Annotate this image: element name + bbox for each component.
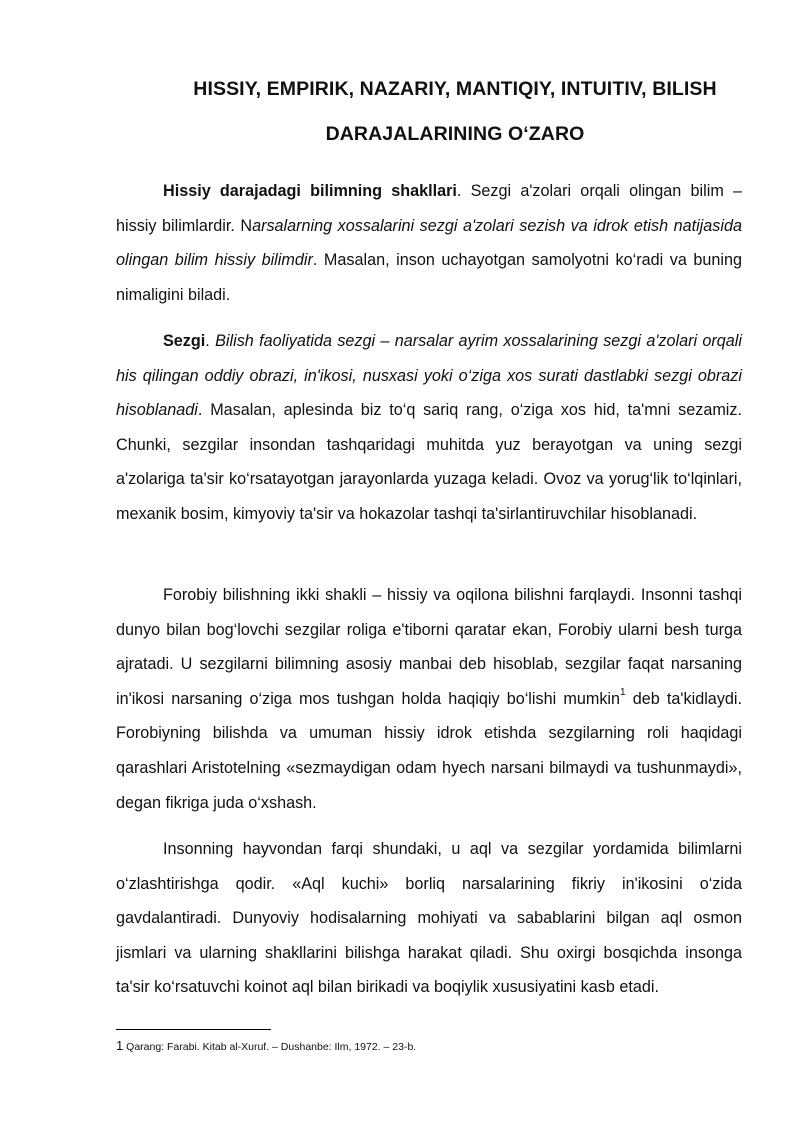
page-title-line-1: HISSIY, EMPIRIK, NAZARIY, MANTIQIY, INTUITIV, BILISH	[193, 78, 717, 100]
paragraph-text: .	[205, 332, 216, 350]
paragraph-text: . Masalan, inson uchayotgan samolyotni ko‘radi va buning nimaligini biladi.	[116, 251, 742, 304]
page-title-line-2: DARAJALARINING O‘ZARO	[325, 123, 585, 145]
paragraph-hissiy-bilim	[116, 174, 742, 312]
paragraph-aql	[116, 832, 742, 1005]
paragraph-lead-bold: Sezgi	[163, 332, 206, 350]
footnote	[116, 1038, 416, 1053]
paragraph-definition-italic: arsalarning xossalarini sezgi a'zolari sezish va idrok etish natijasida olingan bilim hissiy bilimdir	[116, 216, 742, 270]
paragraph-forobiy	[116, 578, 742, 820]
footnote-reference[interactable]: 1	[620, 687, 626, 699]
paragraph-text: Forobiy bilishning ikki shakli – hissiy va oqilona bilishni farqlaydi. Insonni tashqi dunyo bilan bog‘lovchi sezgilar roliga e'tiborni qaratar ekan, Forobiy ularni besh turga ajratadi. U sezgilarni bilimning asosiy manbai deb hisoblab, sezgilar faqat narsaning in'ikosi narsaning o‘ziga mos tushgan holda haqiqiy bo‘lishi mumkin	[116, 586, 742, 708]
paragraph-text: . Sezgi a'zolari orqali olingan bilim – hissiy bilimlardir. N	[116, 182, 743, 235]
paragraph-sezgi	[116, 324, 742, 532]
footnote-divider	[116, 1029, 271, 1030]
paragraph-text: . Masalan, aplesinda biz to‘q sariq rang, o‘ziga xos hid, ta'mni sezamiz. Chunki, sezgilar insondan tashqaridagi muhitda yuz berayotgan va uning sezgi a'zolariga ta'sir ko‘rsatayotgan jarayonlarda yuzaga keladi. Ovoz va yorug‘lik to‘lqinlari, mexanik bosim, kimyoviy ta'sir va hokazolar tashqi ta'sirlantiruvchilar hisoblanadi.	[116, 401, 742, 523]
paragraph-text: deb ta'kidlaydi. Forobiyning bilishda va umuman hissiy idrok etishda sezgilarning roli haqidagi qarashlari Aristotelning «sezmaydigan odam hyech narsani bilmaydi va tushunmaydi», degan fikriga juda o‘xshash.	[116, 689, 743, 812]
footnote-text: Qarang: Farabi. Kitab al-Xuruf. – Dushanbe: Ilm, 1972. – 23-b.	[123, 1041, 417, 1053]
paragraph-lead-bold: Hissiy darajadagi bilimning shakllari	[163, 182, 457, 200]
paragraph-definition-italic: Bilish faoliyatida sezgi – narsalar ayrim xossalarining sezgi a'zolari orqali his qilingan oddiy obrazi, in'ikosi, nusxasi yoki o‘ziga xos surati dastlabki sezgi obrazi hisoblanadi	[116, 332, 743, 420]
paragraph-text: Insonning hayvondan farqi shundaki, u aql va sezgilar yordamida bilimlarni o‘zlashtirishga qodir. «Aql kuchi» borliq narsalarining fikriy in'ikosini o‘zida gavdalantiradi. Dunyoviy hodisalarning mohiyati va sabablarini bilgan aql osmon jismlari va ularning shakllarini bilishga harakat qiladi. Shu oxirgi bosqichda insonga ta'sir ko‘rsatuvchi koinot aql bilan birikadi va boqiylik xususiyatini kasb etadi.	[116, 840, 742, 997]
footnote-number: 1	[116, 1038, 124, 1053]
